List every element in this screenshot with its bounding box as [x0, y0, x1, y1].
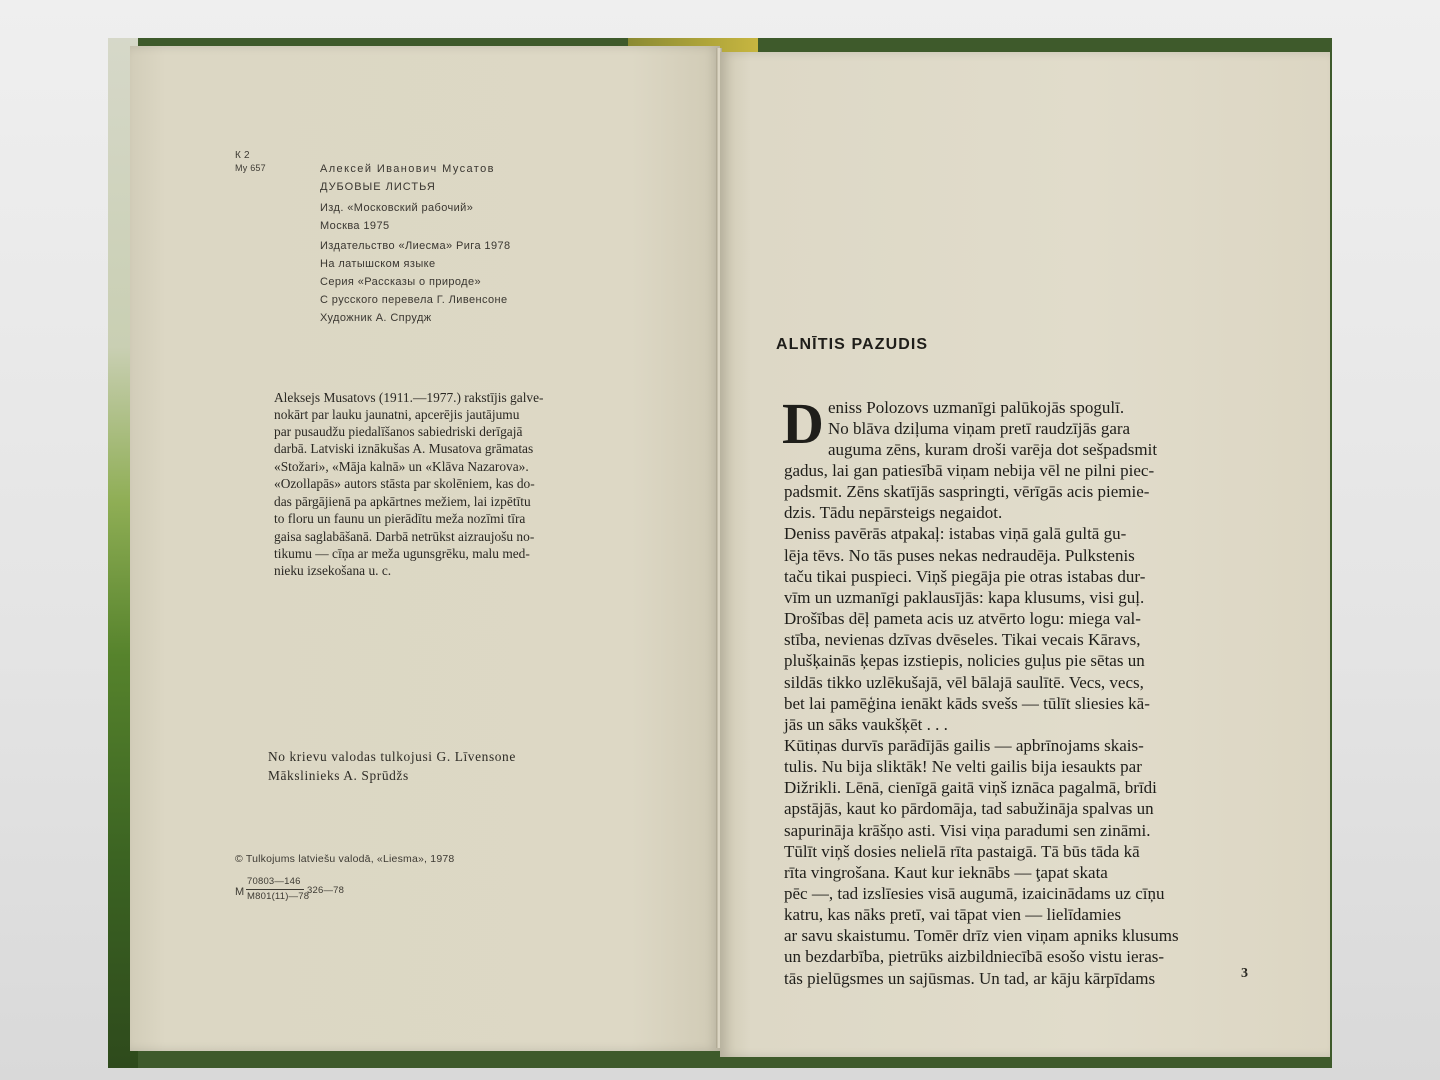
text-line: eniss Polozovs uzmanīgi palūkojās spogulī. — [828, 398, 1125, 417]
text-line: lēja tēvs. No tās puses nekas nedraudēja. Pulkstenis — [784, 545, 1135, 565]
text-line: taču tikai puspieci. Viņš piegāja pie otras istabas dur- — [784, 566, 1146, 586]
text-line: Dižrikli. Lēnā, cienīgā gaitā viņš iznāca pagalmā, brīdi — [784, 778, 1157, 798]
text-line: un bezdarbība, pietrūks aizbildniecībā esošo vistu ieras- — [784, 947, 1165, 967]
text-line: sapurināja krāšņo asti. Visi viņa paradumi sen zināmi. — [784, 820, 1151, 840]
text-line: No blāva dziļuma viņam pretī raudzījās gara — [828, 419, 1131, 438]
text-line: padsmit. Zēns skatījās saspringti, vērīgās acis piemie- — [784, 482, 1150, 502]
about-line: nokārt par lauku jaunatni, apcerējis jautājumu — [274, 407, 520, 422]
about-line: «Stožari», «Māja kalnā» un «Klāva Nazarova». — [274, 459, 529, 474]
about-line: nieku izsekošana u. c. — [274, 563, 392, 578]
imprint-line: Изд. «Московский рабочий» — [320, 202, 474, 214]
artist-credit: Mākslinieks A. Sprūdžs — [268, 768, 409, 783]
imprint-line: Художник А. Спрудж — [320, 312, 432, 324]
text-line: Deniss pavērās atpakaļ: istabas viņā galā gultā gu- — [784, 524, 1127, 544]
about-line: par pusaudžu piedalīšanos sabiedriski derīgajā — [274, 424, 523, 439]
imprint-line: Москва 1975 — [320, 220, 390, 232]
text-line: stība, nevienas dzīvas dvēseles. Tikai vecais Kāravs, — [784, 630, 1141, 650]
about-line: to floru un faunu un pierādītu meža nozīmi tīra — [274, 511, 526, 526]
text-line: sildās tikko uzlēkušajā, vēl bālajā saulītē. Vecs, vecs, — [784, 672, 1144, 692]
text-line: apstājās, kaut ko pārdomāja, tad sabužināja spalvas un — [784, 799, 1154, 819]
imprint-line: Издательство «Лиесма» Рига 1978 — [320, 240, 511, 252]
catalog-code: Му 657 — [235, 163, 266, 173]
imprint-line: Серия «Рассказы о природе» — [320, 276, 482, 288]
right-page — [720, 52, 1330, 1057]
text-line: Drošības dēļ pameta acis uz atvērto logu: miega val- — [784, 609, 1141, 629]
text-line: tulis. Nu bija sliktāk! Ne velti gailis bija iesaukts par — [784, 757, 1142, 777]
text-line: tās pielūgsmes un sajūsmas. Un tad, ar kāju kārpīdams — [784, 968, 1156, 988]
catalog-code: К 2 — [235, 150, 250, 161]
text-line: gadus, lai gan patiesībā viņam nebija vēl ne pilni piec- — [784, 461, 1155, 480]
text-line: dzis. Tādu nepārsteigs negaidot. — [784, 503, 1003, 523]
drop-cap: D — [782, 391, 824, 456]
imprint-line: На латышском языке — [320, 258, 436, 270]
text-line: rīta vingrošana. Kaut kur ieknābs — ţapat skata — [784, 862, 1108, 882]
page-number: 3 — [1241, 966, 1248, 981]
copyright-line: © Tulkojums latviešu valodā, «Liesma», 1978 — [235, 853, 455, 865]
imprint-line: С русского перевела Г. Ливенсоне — [320, 294, 508, 306]
imprint-title: ДУБОВЫЕ ЛИСТЬЯ — [320, 181, 436, 193]
about-line: tikumu — cīņa ar meža ugunsgrēku, malu med- — [274, 546, 530, 561]
about-line: «Ozollapās» autors stāsta par skolēniem, kas do- — [274, 476, 535, 491]
text-line: ar savu skaistumu. Tomēr drīz vien viņam apniks klusums — [784, 926, 1179, 946]
publication-code — [235, 874, 435, 910]
text-line: Kūtiņas durvīs parādījās gailis — apbrīnojams skais- — [784, 735, 1144, 755]
about-line: Aleksejs Musatovs (1911.—1977.) rakstījis galve- — [274, 390, 544, 405]
about-line: darbā. Latviski iznākušas A. Musatova grāmatas — [274, 441, 534, 456]
code-letter: M — [235, 886, 245, 898]
translator-credit: No krievu valodas tulkojusi G. Līvensone — [268, 749, 516, 764]
code-numerator: 70803—146 — [247, 876, 301, 887]
text-line: plušķainās ķepas izstiepis, nolicies guļus pie sētas un — [784, 651, 1145, 671]
text-line: auguma zēns, kuram droši varēja dot sešpadsmit — [828, 440, 1158, 459]
text-line: jās un sāks vaukšķēt . . . — [784, 714, 948, 734]
code-suffix: 326—78 — [307, 885, 345, 896]
text-line: katru, kas nāks pretī, vai tāpat vien — lielīdamies — [784, 905, 1122, 925]
left-page — [130, 46, 720, 1051]
chapter-title: ALNĪTIS PAZUDIS — [776, 336, 929, 353]
text-line: pēc —, tad izslīesies visā augumā, izaicinādams uz cīņu — [784, 884, 1165, 903]
about-line: gaisa saglabāšanā. Darbā netrūkst aizraujošu no- — [274, 529, 535, 544]
text-line: vīm un uzmanīgi paklausījās: kapa klusums, visi guļ. — [784, 587, 1145, 607]
fraction-bar — [246, 889, 304, 890]
imprint-author: Алексей Иванович Мусатов — [320, 163, 495, 175]
code-denominator: M801(11)—78 — [247, 891, 310, 902]
open-book — [108, 38, 1332, 1068]
text-line: bet lai pamēģina ienākt kāds svešs — tūlīt sliesies kā- — [784, 693, 1150, 713]
about-line: das pārgājienā pa apkārtnes mežiem, lai izpētītu — [274, 494, 531, 509]
text-line: Tūlīt viņš dosies nelielā rīta pastaigā. Tā būs tāda kā — [784, 841, 1140, 861]
